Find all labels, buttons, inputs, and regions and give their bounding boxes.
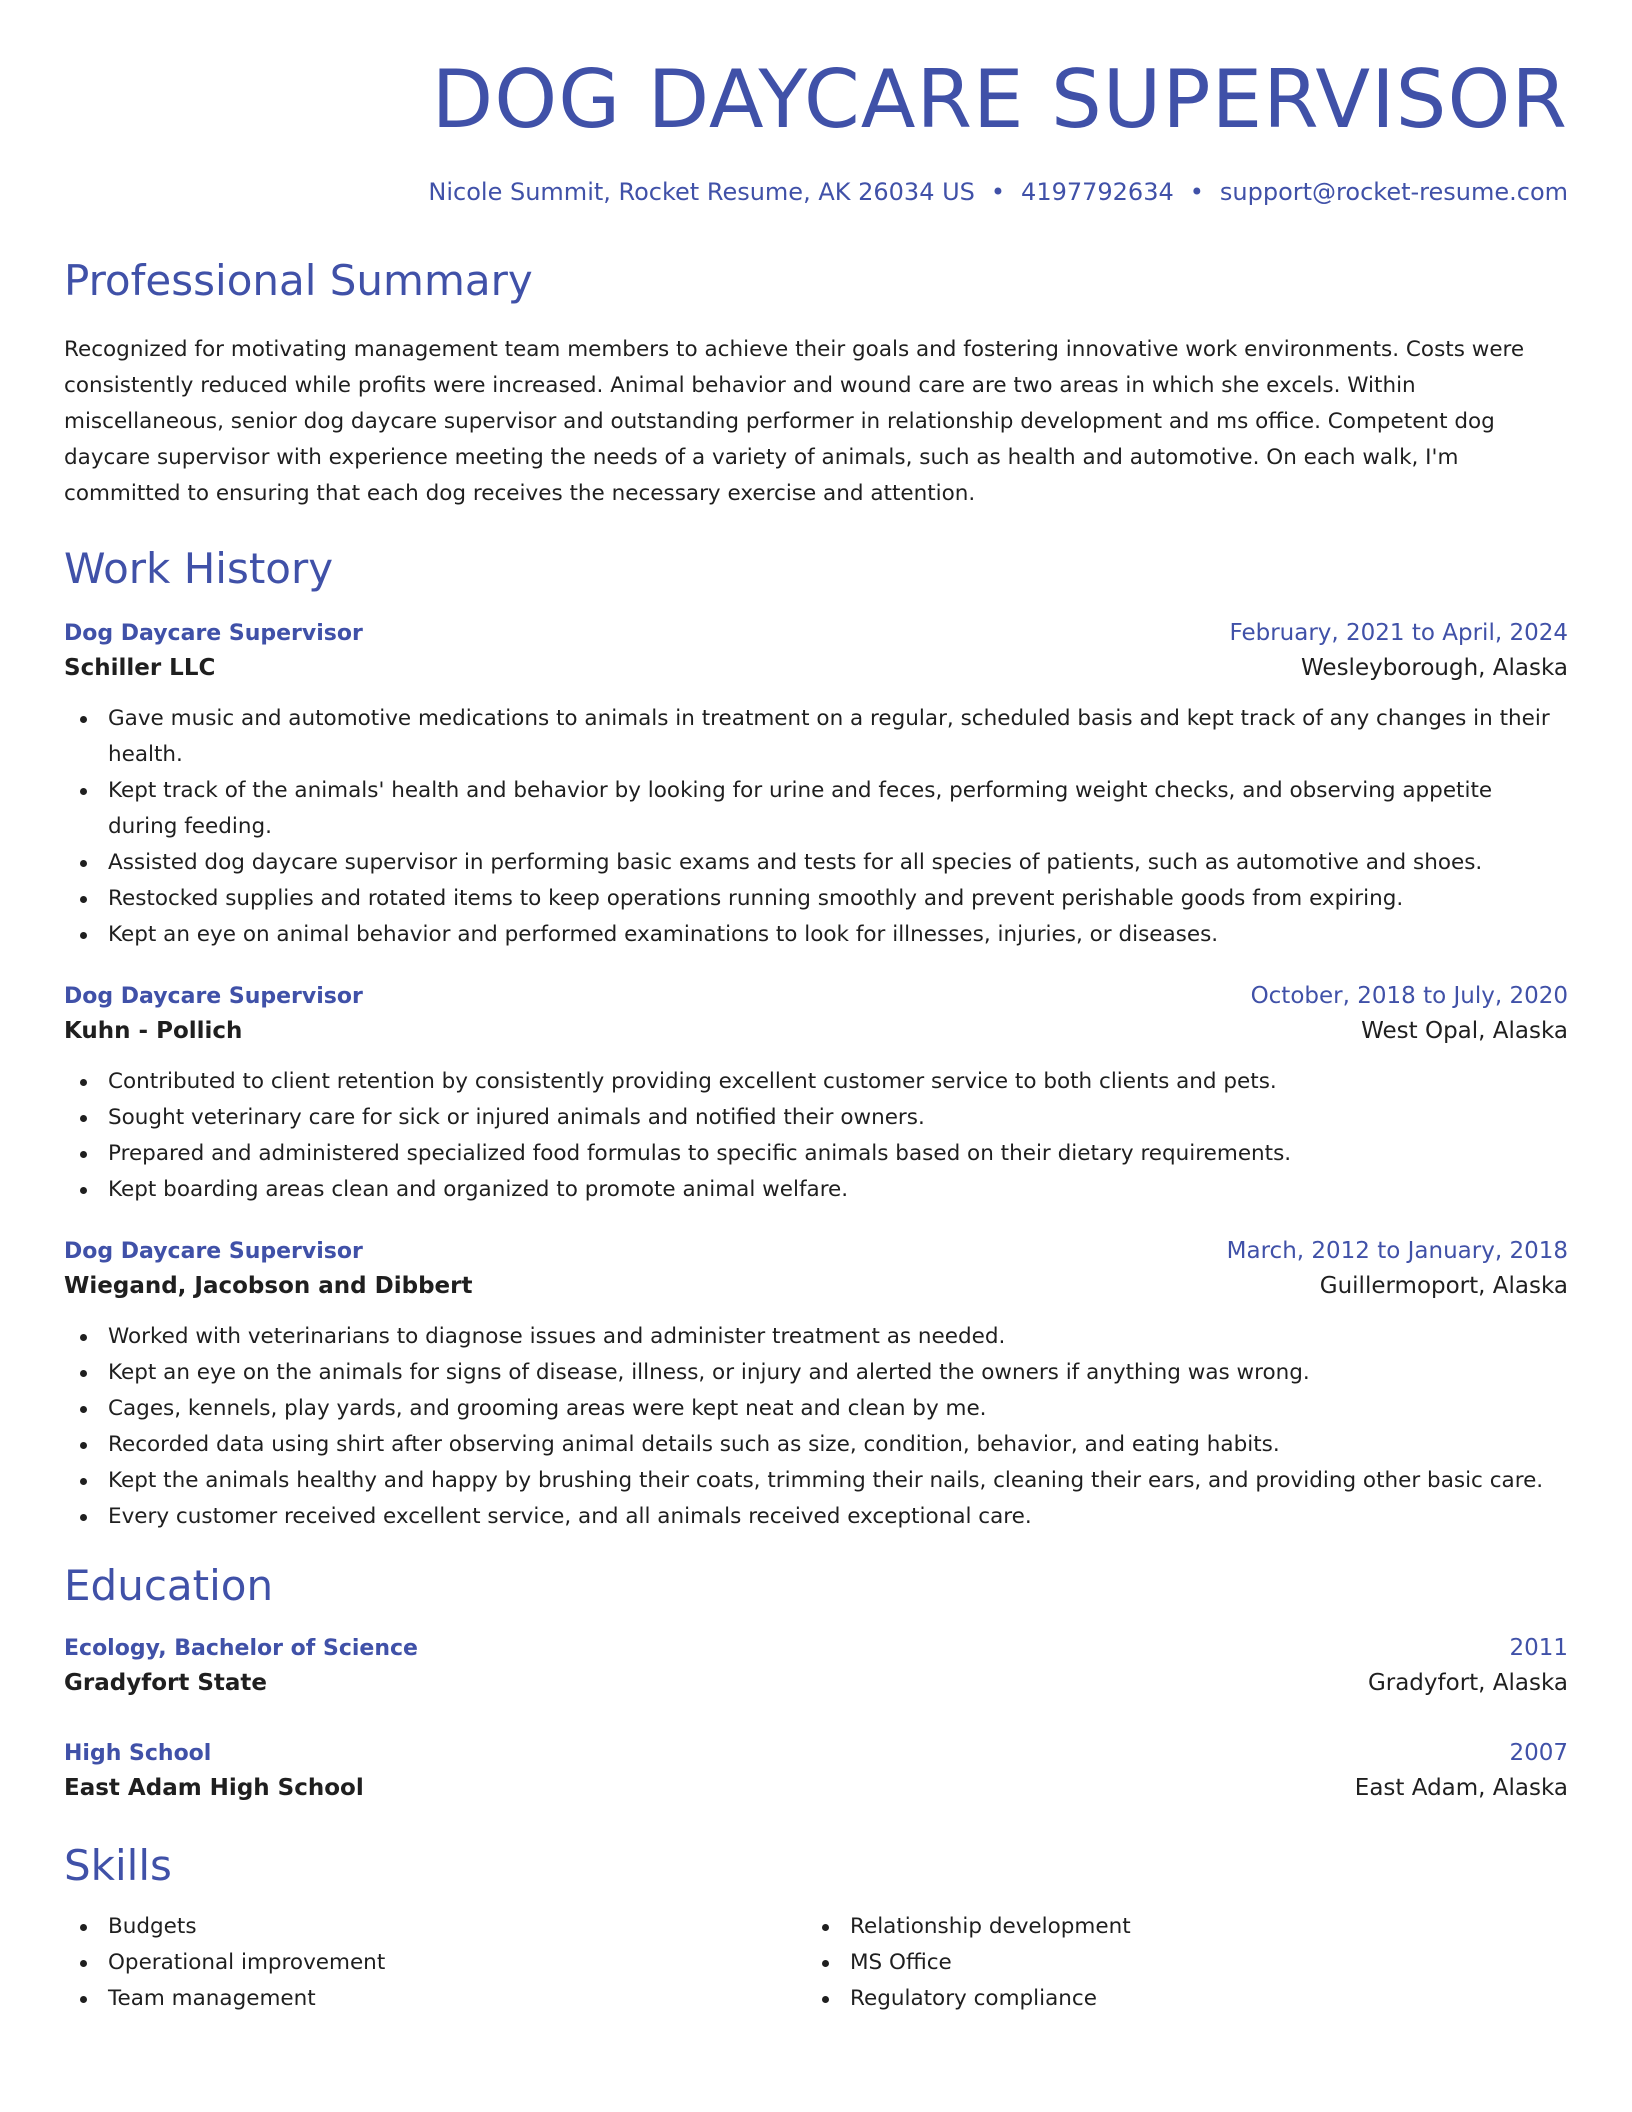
summary-text: Recognized for motivating management team members to achieve their goals and fostering innovative work environments. Costs were consistently reduced while profits were increased. Animal behavior and wound care are two areas in which she excels. Within miscellaneous, senior dog daycare supervisor and outstanding performer in relationship development and ms office. Competent dog daycare supervisor with experience meeting the needs of a variety of animals, such as health and automotive. On each walk, I'm committed to ensuring that each dog receives the necessary exercise and attention.	[64, 337, 1525, 506]
education-heading: Education	[64, 1561, 274, 1610]
job-title: Dog Daycare Supervisor	[64, 621, 363, 646]
job-location: Guillermoport, Alaska	[1319, 1273, 1568, 1299]
job-duty: Assisted dog daycare supervisor in performing basic exams and tests for all species of patients, such as automotive and shoes.	[64, 845, 1568, 881]
job-company: Schiller LLC	[64, 655, 216, 681]
skills-list	[64, 1909, 1568, 2017]
job-dates: March, 2012 to January, 2018	[1226, 1238, 1568, 1264]
education-location: East Adam, Alaska	[1354, 1775, 1568, 1801]
education-location: Gradyfort, Alaska	[1367, 1670, 1568, 1696]
education-degree: Ecology, Bachelor of Science	[64, 1636, 418, 1661]
job-entry	[64, 616, 1568, 953]
education-school: East Adam High School	[64, 1775, 364, 1801]
job-duty: Kept track of the animals' health and behavior by looking for urine and feces, performing weight checks, and observing appetite during feeding.	[64, 773, 1568, 845]
job-dates: October, 2018 to July, 2020	[1250, 983, 1568, 1009]
contact-separator: •	[1189, 178, 1204, 206]
job-duty: Kept boarding areas clean and organized to promote animal welfare.	[64, 1172, 1568, 1208]
skills-column-right	[806, 1909, 1548, 2017]
skill-item: Budgets	[64, 1909, 806, 1945]
skill-item: Regulatory compliance	[806, 1981, 1548, 2017]
job-duties	[64, 701, 1568, 953]
job-duty: Kept an eye on animal behavior and performed examinations to look for illnesses, injuries, or diseases.	[64, 917, 1568, 953]
job-duty: Restocked supplies and rotated items to keep operations running smoothly and prevent perishable goods from expiring.	[64, 881, 1568, 917]
job-duty: Sought veterinary care for sick or injured animals and notified their owners.	[64, 1100, 1568, 1136]
job-title: Dog Daycare Supervisor	[64, 984, 363, 1009]
job-location: Wesleyborough, Alaska	[1301, 655, 1568, 681]
job-entry	[64, 979, 1568, 1208]
education-degree: High School	[64, 1741, 212, 1766]
skill-item: Operational improvement	[64, 1945, 806, 1981]
education-year: 2011	[1509, 1635, 1568, 1661]
education-school: Gradyfort State	[64, 1670, 268, 1696]
contact-address: Nicole Summit, Rocket Resume, AK 26034 US	[428, 178, 975, 206]
education-entry	[64, 1736, 1568, 1805]
job-duty: Prepared and administered specialized food formulas to specific animals based on their dietary requirements.	[64, 1136, 1568, 1172]
skill-item: Team management	[64, 1981, 806, 2017]
job-duties	[64, 1319, 1568, 1535]
job-title: Dog Daycare Supervisor	[64, 1239, 363, 1264]
contact-line	[64, 180, 1568, 204]
job-duty: Cages, kennels, play yards, and grooming areas were kept neat and clean by me.	[64, 1391, 1568, 1427]
job-duties	[64, 1064, 1568, 1208]
skills-column-left	[64, 1909, 806, 2017]
skills-heading: Skills	[64, 1841, 172, 1890]
job-location: West Opal, Alaska	[1361, 1018, 1568, 1044]
job-company: Kuhn - Pollich	[64, 1018, 243, 1044]
job-duty: Kept the animals healthy and happy by brushing their coats, trimming their nails, cleaning their ears, and providing other basic care.	[64, 1463, 1568, 1499]
education-entry	[64, 1631, 1568, 1700]
job-duty: Kept an eye on the animals for signs of disease, illness, or injury and alerted the owners if anything was wrong.	[64, 1355, 1568, 1391]
skill-item: Relationship development	[806, 1909, 1548, 1945]
job-entry	[64, 1234, 1568, 1535]
contact-email: support@rocket-resume.com	[1219, 178, 1568, 206]
job-dates: February, 2021 to April, 2024	[1229, 620, 1568, 646]
contact-phone: 4197792634	[1021, 178, 1174, 206]
education-year: 2007	[1509, 1740, 1568, 1766]
resume-title: DOG DAYCARE SUPERVISOR	[431, 53, 1568, 146]
job-duty: Every customer received excellent service, and all animals received exceptional care.	[64, 1499, 1568, 1535]
job-duty: Contributed to client retention by consistently providing excellent customer service to both clients and pets.	[64, 1064, 1568, 1100]
summary-heading: Professional Summary	[64, 256, 533, 305]
contact-separator: •	[990, 178, 1006, 206]
job-company: Wiegand, Jacobson and Dibbert	[64, 1273, 473, 1299]
skill-item: MS Office	[806, 1945, 1548, 1981]
job-duty: Worked with veterinarians to diagnose issues and administer treatment as needed.	[64, 1319, 1568, 1355]
work-history-heading: Work History	[64, 544, 334, 593]
job-duty: Gave music and automotive medications to animals in treatment on a regular, scheduled basis and kept track of any changes in their health.	[64, 701, 1568, 773]
job-duty: Recorded data using shirt after observing animal details such as size, condition, behavior, and eating habits.	[64, 1427, 1568, 1463]
